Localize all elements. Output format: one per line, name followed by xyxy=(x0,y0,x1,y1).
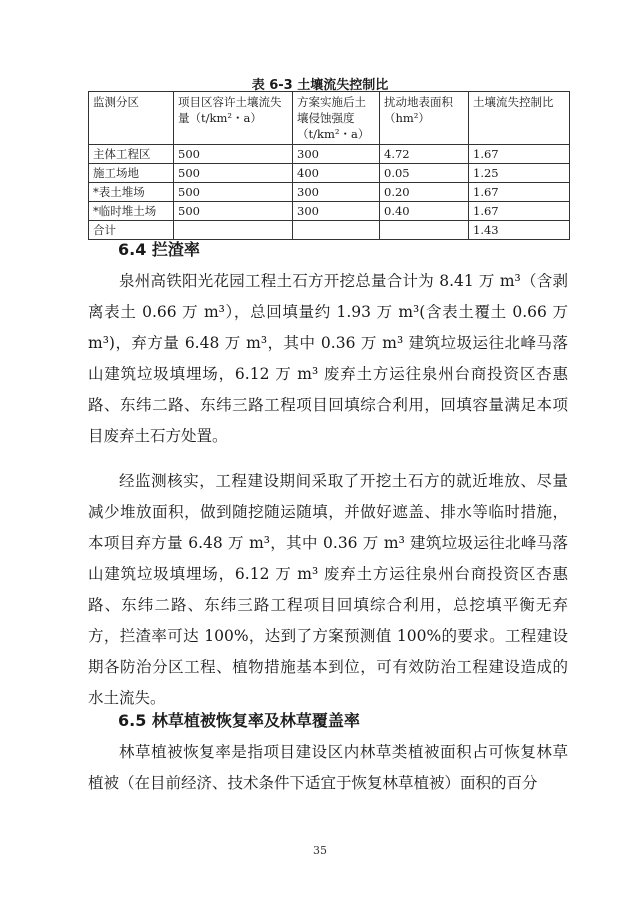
page-number: 35 xyxy=(313,844,327,857)
column-header: 监测分区 xyxy=(89,92,174,145)
table-cell: 300 xyxy=(293,202,380,221)
column-header: 项目区容许土壤流失量（t/km²・a） xyxy=(174,92,293,145)
column-header: 方案实施后土壤侵蚀强度（t/km²・a） xyxy=(293,92,380,145)
soil-loss-control-table xyxy=(88,91,570,240)
table-cell: 合计 xyxy=(89,221,174,240)
table-cell xyxy=(380,221,469,240)
table-cell: 主体工程区 xyxy=(89,145,174,164)
table-cell: 0.20 xyxy=(380,183,469,202)
table-cell: 施工场地 xyxy=(89,164,174,183)
column-header: 扰动地表面积（hm²） xyxy=(380,92,469,145)
table-cell: 500 xyxy=(174,145,293,164)
column-header: 土壤流失控制比 xyxy=(469,92,570,145)
table-cell: 500 xyxy=(174,202,293,221)
table-row xyxy=(89,202,570,221)
table-row xyxy=(89,145,570,164)
body-paragraph: 经监测核实，工程建设期间采取了开挖土石方的就近堆放、尽量减少堆放面积，做到随挖随运随填，并做好遮盖、排水等临时措施，本项目弃方量 6.48 万 m³，其中 0.36 万 m³ 建筑垃圾运往北峰马落山建筑垃圾填埋场，6.12 万 m³ 废弃土方运往泉州台商投资区杏惠路、东纬二路、东纬三路工程项目回填综合利用，总挖填平衡无弃方，拦渣率可达 100%，达到了方案预测值 100%的要求。工程建设期各防治分区工程、植物措施基本到位，可有效防治工程建设造成的水土流失。 xyxy=(88,472,568,707)
table-cell xyxy=(293,221,380,240)
table-row xyxy=(89,183,570,202)
table-cell: 400 xyxy=(293,164,380,183)
table-cell: *临时堆土场 xyxy=(89,202,174,221)
table-cell: 500 xyxy=(174,183,293,202)
table-cell: 1.67 xyxy=(469,183,570,202)
table-row xyxy=(89,164,570,183)
section-heading-6-4: 6.4 拦渣率 xyxy=(118,240,200,259)
table-cell: 300 xyxy=(293,183,380,202)
table-cell: 0.40 xyxy=(380,202,469,221)
table-cell: 300 xyxy=(293,145,380,164)
section-heading-6-5: 6.5 林草植被恢复率及林草覆盖率 xyxy=(118,711,360,730)
table-header-row xyxy=(89,92,570,145)
table-cell: *表土堆场 xyxy=(89,183,174,202)
table-cell: 1.67 xyxy=(469,202,570,221)
table-cell: 1.43 xyxy=(469,221,570,240)
table-cell: 0.05 xyxy=(380,164,469,183)
table-cell: 4.72 xyxy=(380,145,469,164)
table-caption: 表 6-3 土壤流失控制比 xyxy=(251,78,389,93)
body-paragraph: 林草植被恢复率是指项目建设区内林草类植被面积占可恢复林草植被（在目前经济、技术条件下适宜于恢复林草植被）面积的百分 xyxy=(88,743,568,792)
table-cell: 1.67 xyxy=(469,145,570,164)
body-paragraph: 泉州高铁阳光花园工程土石方开挖总量合计为 8.41 万 m³（含剥离表土 0.66 万 m³），总回填量约 1.93 万 m³(含表土覆土 0.66 万 m³)，弃方量 6.48 万 m³，其中 0.36 万 m³ 建筑垃圾运往北峰马落山建筑垃圾填埋场，6.12 万 m³ 废弃土方运往泉州台商投资区杏惠路、东纬二路、东纬三路工程项目回填综合利用，回填容量满足本项目废弃土石方处置。 xyxy=(88,272,568,445)
table-cell: 500 xyxy=(174,164,293,183)
table-cell: 1.25 xyxy=(469,164,570,183)
